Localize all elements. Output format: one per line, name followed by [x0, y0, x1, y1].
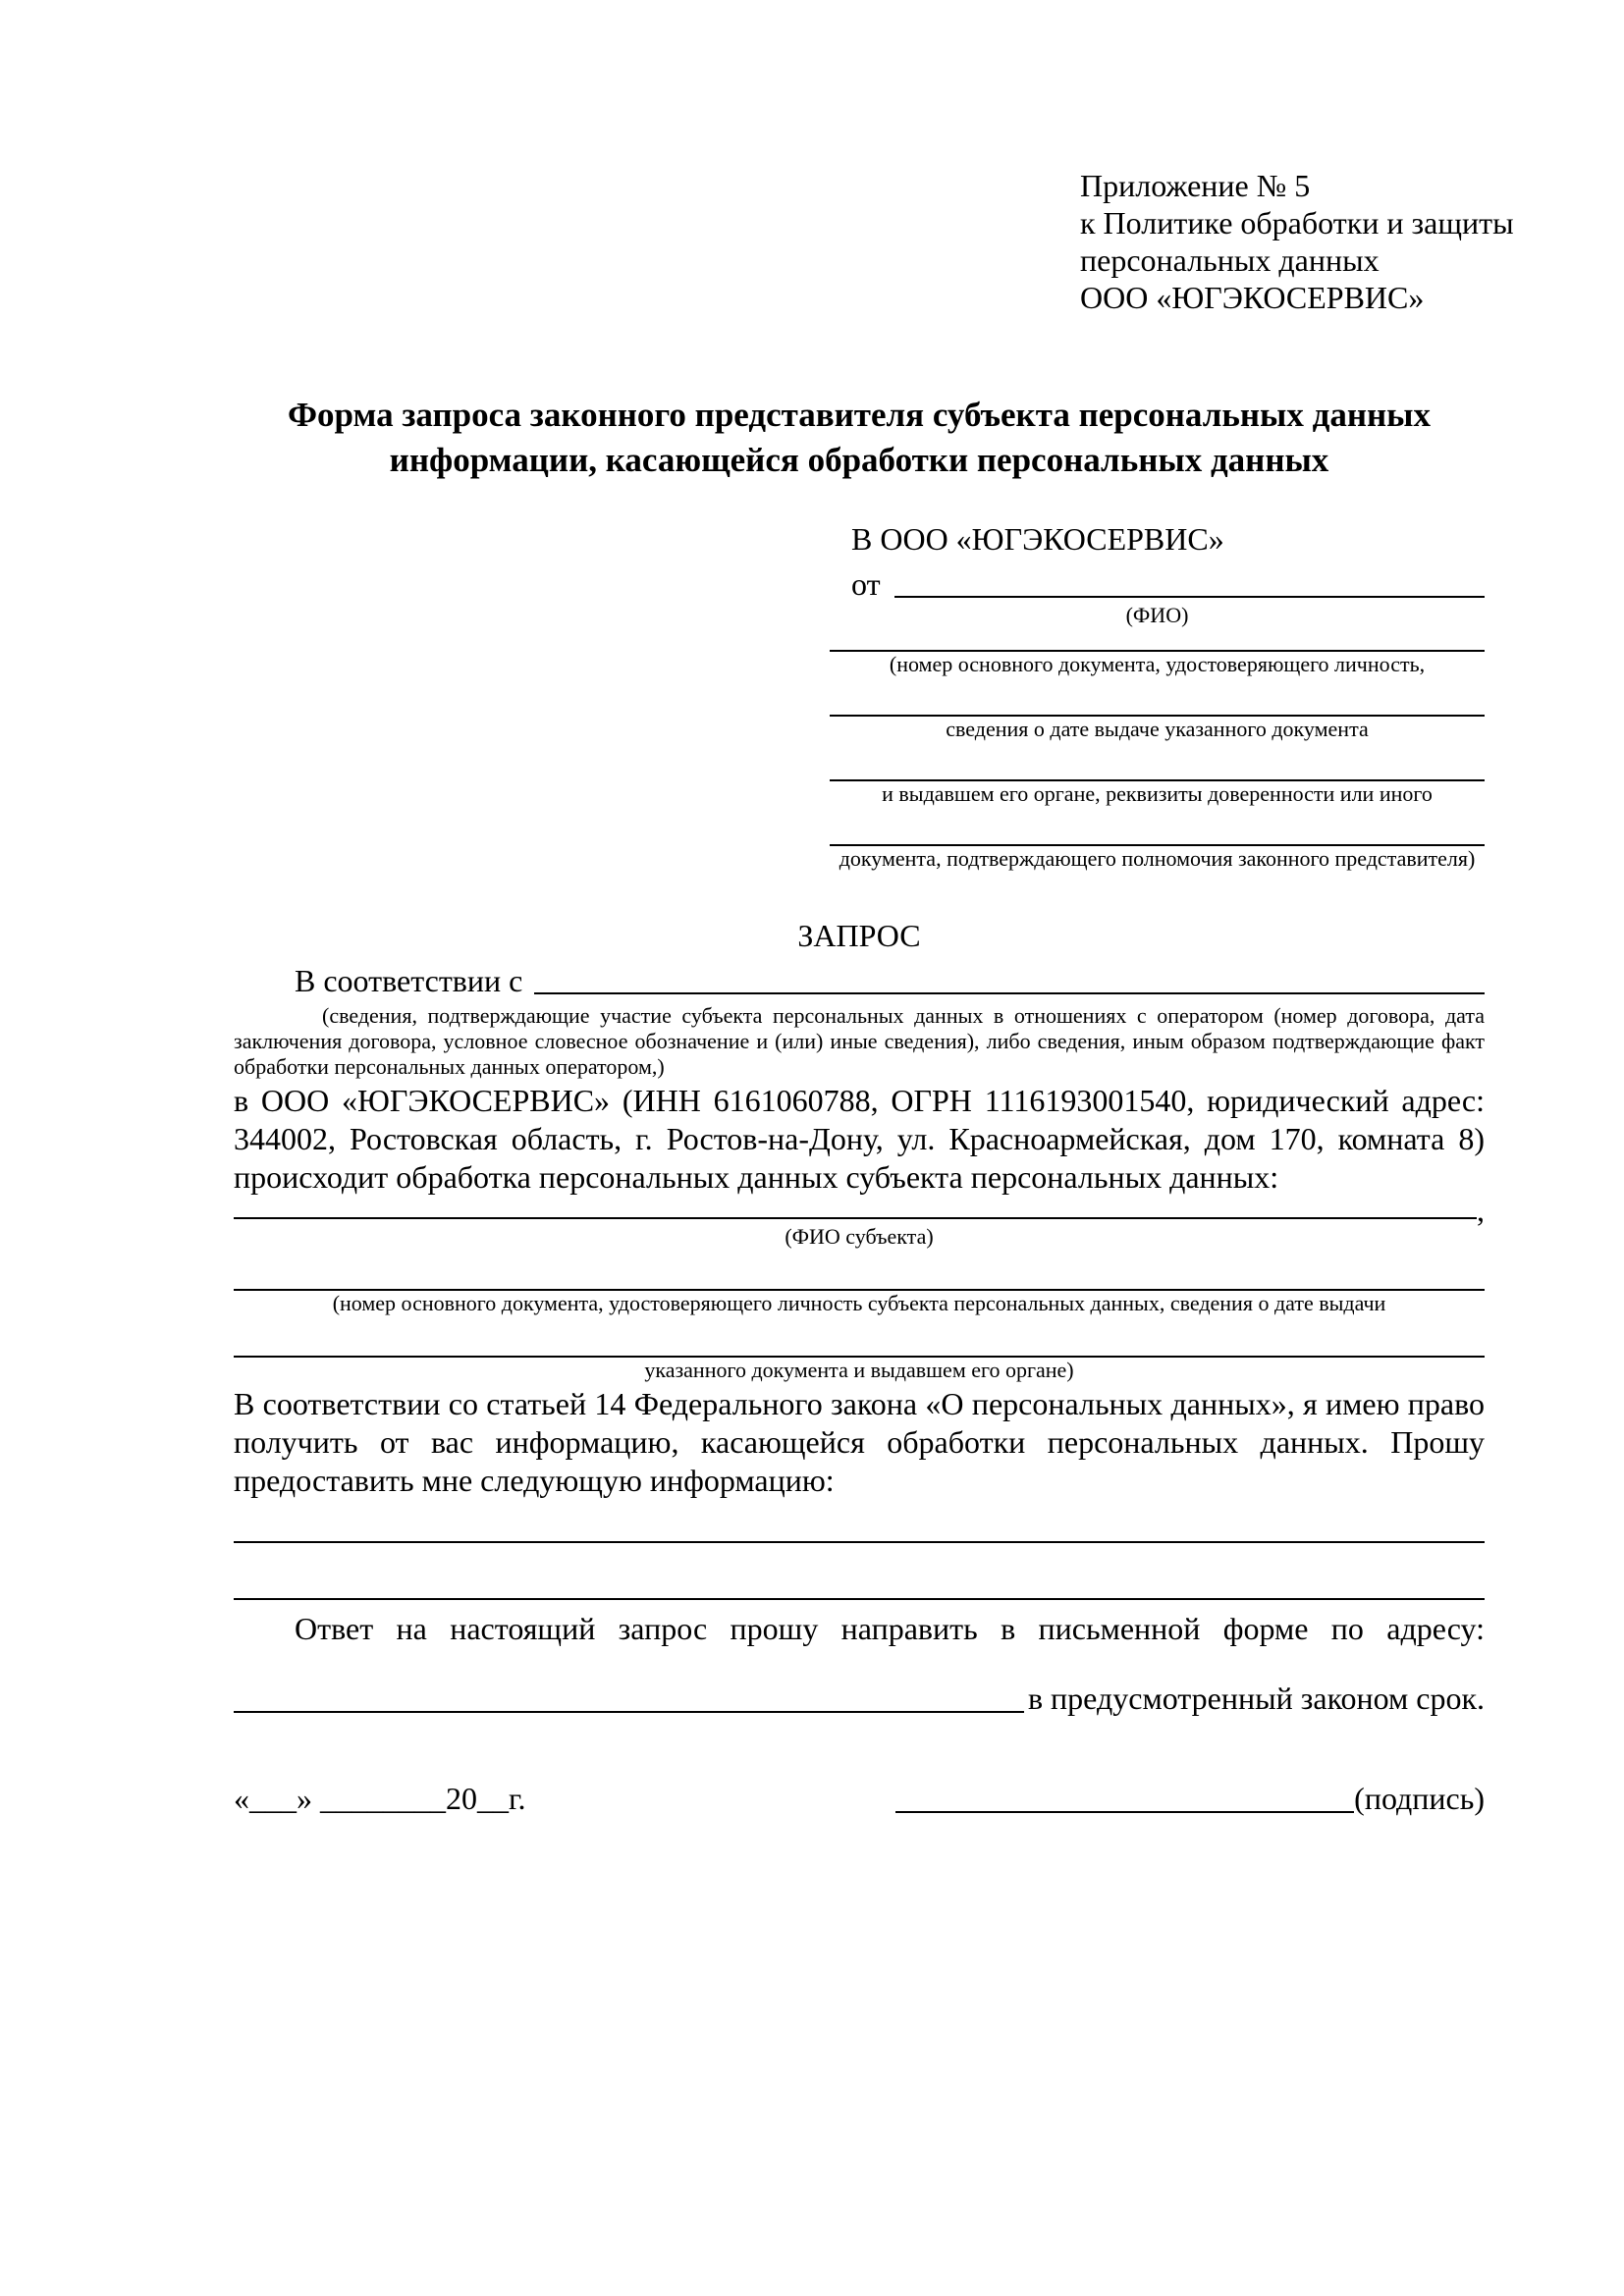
signature-area	[895, 1779, 1485, 1818]
addressee-block	[830, 520, 1485, 872]
reply-paragraph: Ответ на настоящий запрос прошу направить в письменной форме по адресу:	[295, 1611, 1485, 1646]
subject-fio-row	[234, 1193, 1485, 1228]
requested-info-fill-line-1	[234, 1541, 1485, 1543]
appendix-header-line: ООО «ЮГЭКОСЕРВИС»	[1080, 280, 1425, 315]
document-title-line-2: информации, касающейся обработки персональных данных	[389, 441, 1329, 479]
appendix-header-line: к Политике обработки и защиты	[1080, 205, 1514, 240]
caption-subject-fio: (ФИО субъекта)	[785, 1224, 934, 1249]
document-title-line-1: Форма запроса законного представителя субъекта персональных данных	[288, 396, 1431, 434]
caption-issuing-authority: и выдавшем его органе, реквизиты доверенности или иного	[882, 781, 1433, 806]
basis-fill-line	[534, 963, 1485, 994]
caption-issue-date: сведения о дате выдаче указанного документа	[946, 717, 1369, 741]
basis-caption: (сведения, подтверждающие участие субъекта персональных данных в отношениях с оператором (номер договора, дата заключения договора, условное словесное обозначение и (или) иные сведения), либо сведения, иным образом подтверждающие факт обработки персональных данных оператором,)	[234, 1003, 1485, 1079]
caption-fio: (ФИО)	[1125, 603, 1189, 627]
caption-authority-document: документа, подтверждающего полномочия законного представителя)	[839, 846, 1476, 871]
signature-row	[234, 1779, 1485, 1818]
reply-address-fill-line	[234, 1682, 1024, 1713]
date-blank: «___» ________20__г.	[234, 1781, 526, 1816]
from-label: от	[851, 566, 881, 602]
document-title	[234, 393, 1485, 483]
addressee-company: В ООО «ЮГЭКОСЕРВИС»	[851, 521, 1224, 557]
requested-info-fill-line-2	[234, 1598, 1485, 1600]
operator-paragraph: в ООО «ЮГЭКОСЕРВИС» (ИНН 6161060788, ОГРН 1116193001540, юридический адрес: 344002, Ростовская область, г. Ростов-на-Дону, ул. Красноармейская, дом 170, комната 8) происходит обработка персональных данных субъекта персональных данных:	[234, 1083, 1485, 1195]
reply-tail-text: в предусмотренный законом срок.	[1027, 1681, 1485, 1716]
caption-document-number: (номер основного документа, удостоверяющего личность,	[889, 652, 1426, 676]
appendix-header	[1080, 167, 1514, 316]
comma-mark: ,	[1477, 1193, 1485, 1228]
reply-address-row	[234, 1680, 1485, 1718]
law-paragraph: В соответствии со статьей 14 Федерального закона «О персональных данных», я имею право получить от вас информацию, касающейся обработки персональных данных. Прошу предоставить мне следующую информацию:	[234, 1386, 1485, 1498]
caption-subject-document: (номер основного документа, удостоверяющего личность субъекта персональных данных, сведения о дате выдачи	[332, 1291, 1386, 1315]
signature-caption: (подпись)	[1354, 1781, 1485, 1816]
basis-label: В соответствии с	[295, 963, 523, 998]
request-heading: ЗАПРОС	[797, 918, 921, 953]
caption-subject-authority: указанного документа и выдавшем его органе)	[644, 1358, 1074, 1382]
appendix-header-line: Приложение № 5	[1080, 168, 1311, 203]
signature-fill-line	[895, 1782, 1354, 1813]
basis-row	[234, 962, 1485, 999]
fio-fill-line	[894, 566, 1485, 598]
appendix-header-line: персональных данных	[1080, 242, 1380, 278]
from-row	[830, 565, 1485, 603]
subject-fio-fill-line	[234, 1188, 1477, 1219]
